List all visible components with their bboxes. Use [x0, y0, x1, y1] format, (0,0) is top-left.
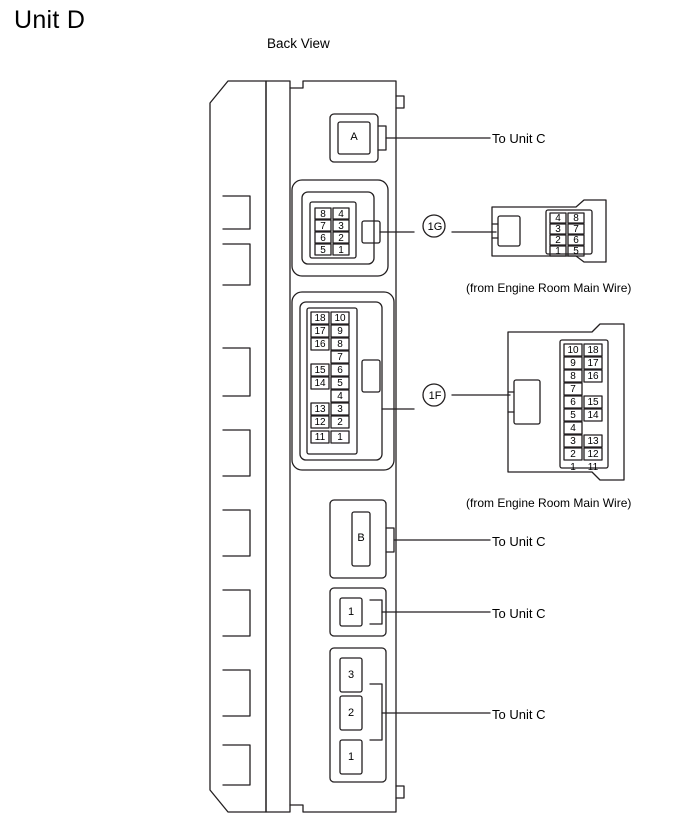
- pin-1f-mate: 15: [587, 397, 599, 408]
- pin-1g-unit: 7: [320, 221, 326, 232]
- pin-1f-unit: 18: [314, 313, 326, 324]
- pin-1f-mate: 1: [570, 462, 576, 473]
- pin-1f-unit: 7: [337, 352, 343, 363]
- pin-1f-mate: 11: [587, 462, 599, 473]
- pin-1g-unit: 8: [320, 209, 326, 220]
- callout-to-unit-c-1: To Unit C: [492, 606, 546, 621]
- connector-triple-label-3: 3: [347, 669, 355, 681]
- caption-1f-mate: (from Engine Room Main Wire): [466, 496, 632, 510]
- pin-1f-unit: 8: [337, 339, 343, 350]
- pin-1f-mate: 17: [587, 358, 599, 369]
- pin-1f-mate: 8: [570, 371, 576, 382]
- pin-1f-unit: 5: [337, 378, 343, 389]
- pin-1f-mate: 2: [570, 449, 576, 460]
- pin-1f-unit: 2: [337, 417, 343, 428]
- pin-1g-mate: 6: [573, 235, 579, 246]
- connector-b-label: B: [357, 532, 365, 544]
- pin-1f-unit: 11: [314, 432, 326, 443]
- pin-1g-unit: 5: [320, 245, 326, 256]
- pin-1f-mate: 13: [587, 436, 599, 447]
- connector-tag-1f: 1F: [428, 390, 442, 402]
- pin-1g-unit: 4: [338, 209, 344, 220]
- pin-1f-unit: 9: [337, 326, 343, 337]
- pin-1f-mate: 14: [587, 410, 599, 421]
- callout-to-unit-c-b: To Unit C: [492, 534, 546, 549]
- pin-1g-unit: 2: [338, 233, 344, 244]
- pin-1f-mate: 10: [567, 345, 579, 356]
- pin-1f-unit: 14: [314, 378, 326, 389]
- view-label: Back View: [267, 36, 330, 51]
- connector-tag-1g: 1G: [427, 221, 443, 233]
- pin-1f-mate: 4: [570, 423, 576, 434]
- pin-1g-mate: 4: [555, 213, 561, 224]
- pin-1g-unit: 1: [338, 245, 344, 256]
- pin-1g-mate: 1: [555, 246, 561, 257]
- pin-1f-unit: 15: [314, 365, 326, 376]
- pin-1f-mate: 9: [570, 358, 576, 369]
- connector-a-label: A: [350, 131, 358, 143]
- pin-1f-mate: 16: [587, 371, 599, 382]
- pin-1f-mate: 7: [570, 384, 576, 395]
- pin-1g-unit: 3: [338, 221, 344, 232]
- caption-1g-mate: (from Engine Room Main Wire): [466, 281, 632, 295]
- connector-single-label: 1: [347, 606, 355, 618]
- pin-1f-mate: 5: [570, 410, 576, 421]
- pin-1g-mate: 7: [573, 224, 579, 235]
- connector-triple-label-2: 2: [347, 707, 355, 719]
- pin-1g-mate: 8: [573, 213, 579, 224]
- pin-1f-unit: 12: [314, 417, 326, 428]
- pin-1g-mate: 5: [573, 246, 579, 257]
- pin-1f-unit: 10: [334, 313, 346, 324]
- pin-1f-unit: 6: [337, 365, 343, 376]
- pin-1f-unit: 4: [337, 391, 343, 402]
- pin-1f-unit: 1: [337, 432, 343, 443]
- pin-1f-unit: 17: [314, 326, 326, 337]
- pin-1f-mate: 18: [587, 345, 599, 356]
- pin-1g-mate: 3: [555, 224, 561, 235]
- pin-1f-unit: 3: [337, 404, 343, 415]
- pin-1f-unit: 16: [314, 339, 326, 350]
- pin-1g-unit: 6: [320, 233, 326, 244]
- page-title: Unit D: [14, 6, 86, 34]
- pin-1f-mate: 12: [587, 449, 599, 460]
- callout-to-unit-c-321: To Unit C: [492, 707, 546, 722]
- pin-1f-mate: 6: [570, 397, 576, 408]
- pin-1g-mate: 2: [555, 235, 561, 246]
- pin-1f-mate: 3: [570, 436, 576, 447]
- pin-1f-unit: 13: [314, 404, 326, 415]
- callout-to-unit-c-a: To Unit C: [492, 131, 546, 146]
- connector-triple-label-1: 1: [347, 751, 355, 763]
